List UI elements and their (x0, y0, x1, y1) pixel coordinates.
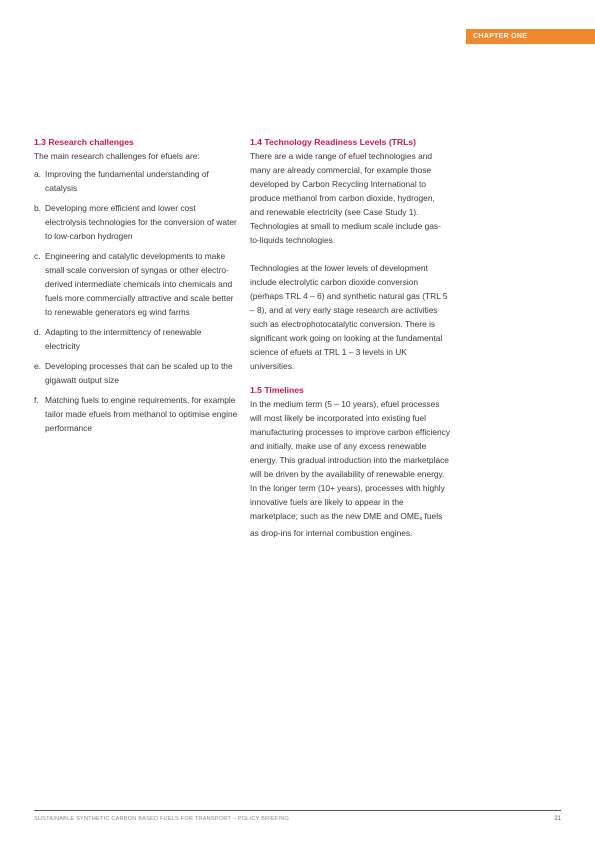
subscript-x: x (419, 516, 423, 522)
list-marker: a. (34, 169, 41, 179)
list-item (34, 325, 238, 353)
trl-paragraph-1: There are a wide range of efuel technologies and many are already commercial, for example those developed by Carbon Recycling International to produce methanol from carbon dioxide, hydrogen, and renewable electricity (see Case Study 1). Technologies at small to medium scale include gas-to-liquids technologies. (250, 151, 441, 245)
page-number: 21 (554, 816, 561, 822)
paragraph-spacer (250, 247, 450, 261)
list-item-text: Developing more efficient and lower cost electrolysis technologies for the conversion of water to low-carbon hydrogen (45, 203, 237, 241)
trl-paragraph-2: Technologies at the lower levels of development include electrolytic carbon dioxide conversion (perhaps TRL 4 – 6) and synthetic natural gas (TRL 5 – 8), and at very early stage research are activities such as electrophotocatalytic conversion. There is significant work going on looking at the fundamental science of efuels at TRL 1 – 3 levels in UK universities. (250, 263, 448, 371)
list-marker: d. (34, 327, 41, 337)
trl-heading: 1.4 Technology Readiness Levels (TRLs) (250, 137, 417, 147)
list-item-text: Engineering and catalytic developments to make small scale conversion of syngas or other electro-derived intermediate chemicals into chemicals and fuels more commercially attractive and scale better to renewable generators eg wind farms (45, 251, 234, 317)
timelines-paragraph (250, 397, 450, 540)
list-item-text: Adapting to the intermittency of renewable electricity (45, 327, 202, 351)
research-challenges-heading: 1.3 Research challenges (34, 137, 134, 147)
list-item-text: Developing processes that can be scaled up to the gigawatt output size (45, 361, 233, 385)
timelines-heading: 1.5 Timelines (250, 385, 304, 395)
list-marker: f. (34, 395, 39, 405)
list-item (34, 359, 238, 387)
list-item-text: Matching fuels to engine requirements, for example tailor made efuels from methanol to optimise engine performance (45, 395, 238, 433)
list-marker: b. (34, 203, 41, 213)
section-spacer (250, 373, 450, 383)
research-challenges-list (34, 167, 238, 435)
list-marker: c. (34, 251, 41, 261)
list-marker: e. (34, 361, 41, 371)
research-challenges-intro: The main research challenges for efuels are: (34, 151, 200, 161)
list-item (34, 249, 238, 319)
list-item-text: Improving the fundamental understanding of catalysis (45, 169, 209, 193)
chapter-label: CHAPTER ONE (466, 29, 595, 44)
list-item (34, 167, 238, 195)
list-item (34, 201, 238, 243)
list-item (34, 393, 238, 435)
timelines-text-end: fuels as drop-ins for internal combustion engines. (250, 511, 443, 538)
footer-publication-title: SUSTAINABLE SYNTHETIC CARBON BASED FUELS FOR TRANSPORT – POLICY BRIEFING (34, 816, 290, 822)
right-column (250, 135, 450, 540)
timelines-text-start: In the medium term (5 – 10 years), efuel processes will most likely be incorporated into existing fuel manufacturing processes to improve carbon efficiency and initially, make use of any excess renewable energy. This gradual introduction into the marketplace will be driven by the availability of renewable energy. In the longer term (10+ years), processes with highly innovative fuels are likely to appear in the marketplace; such as the new DME and OME (250, 399, 451, 521)
left-column (34, 135, 238, 441)
footer-divider (34, 810, 561, 811)
